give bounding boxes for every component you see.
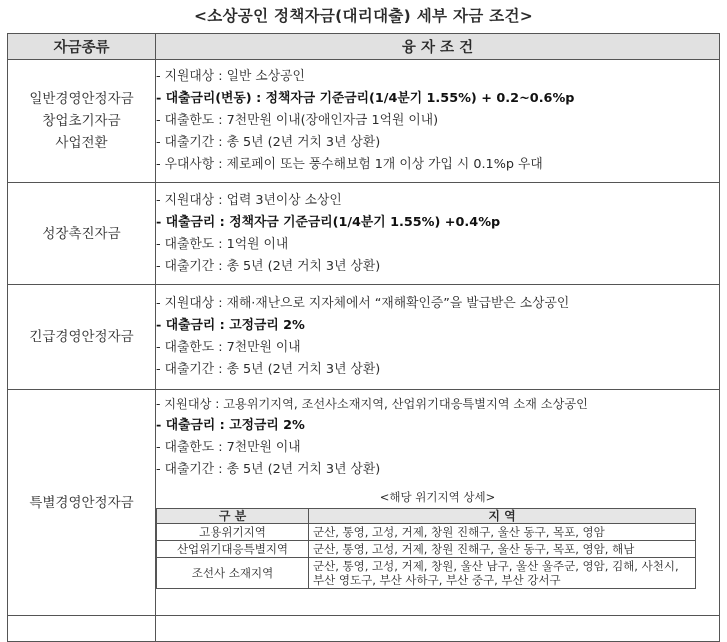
fund-name-line: 일반경영안정자금 — [29, 91, 134, 107]
condition-rate: - 대출금리 : 정책자금 기준금리(1/4분기 1.55%) +0.4%p — [156, 214, 501, 230]
region-areas: 군산, 통영, 고성, 거제, 창원, 울산 남구, 울산 울주군, 영암, 김해, 사천시, 부산 영도구, 부산 사하구, 부산 중구, 부산 강서구 — [309, 558, 696, 589]
fund-name-line: 성장촉진자금 — [42, 225, 121, 242]
fund-name-cell — [8, 285, 156, 390]
fund-name-cell — [8, 390, 156, 616]
condition-preference: - 우대사항 : 제로페이 또는 풍수해보험 1개 이상 가입 시 0.1%p 우대 — [156, 157, 543, 172]
region-areas: 군산, 통영, 고성, 거제, 창원 진해구, 울산 동구, 목포, 영암 — [309, 524, 696, 541]
fund-row-next-partial — [8, 616, 720, 642]
fund-row-emergency — [8, 285, 720, 390]
fund-row-growth — [8, 183, 720, 285]
condition-limit: - 대출한도 : 1억원 이내 — [156, 236, 289, 252]
fund-conditions-cell — [156, 390, 720, 616]
fund-name-line: 긴급경영안정자금 — [29, 329, 134, 345]
region-type: 산업위기대응특별지역 — [157, 541, 309, 558]
document-title: <소상공인 정책자금(대리대출) 세부 자금 조건> — [193, 7, 534, 25]
condition-target: - 지원대상 : 업력 3년이상 소상인 — [156, 192, 342, 208]
fund-name-line: 창업초기자금 — [42, 113, 121, 129]
condition-period: - 대출기간 : 총 5년 (2년 거치 3년 상환) — [156, 462, 381, 477]
condition-limit: - 대출한도 : 7천만원 이내 — [156, 340, 301, 355]
condition-limit: - 대출한도 : 7천만원 이내 — [156, 440, 301, 455]
header-conditions: 융 자 조 건 — [156, 34, 720, 60]
header-fund-type: 자금종류 — [8, 34, 156, 60]
fund-conditions-cell — [156, 616, 720, 642]
condition-period: - 대출기간 : 총 5년 (2년 거치 3년 상환) — [156, 362, 381, 377]
fund-conditions-table — [7, 33, 720, 642]
condition-rate: - 대출금리 : 고정금리 2% — [156, 418, 305, 433]
condition-period: - 대출기간 : 총 5년 (2년 거치 3년 상환) — [156, 258, 381, 274]
fund-name-line: 사업전환 — [55, 135, 108, 151]
table-row — [157, 558, 696, 589]
condition-period: - 대출기간 : 총 5년 (2년 거치 3년 상환) — [156, 135, 381, 150]
condition-target: - 지원대상 : 일반 소상공인 — [156, 69, 305, 84]
fund-conditions-cell — [156, 183, 720, 285]
region-header-type: 구 분 — [157, 509, 309, 524]
region-type: 조선사 소재지역 — [157, 558, 309, 589]
fund-row-special — [8, 390, 720, 616]
fund-conditions-cell — [156, 60, 720, 183]
region-header-areas: 지 역 — [309, 509, 696, 524]
condition-rate: - 대출금리(변동) : 정책자금 기준금리(1/4분기 1.55%) + 0.2~0.6%p — [156, 91, 575, 106]
table-row — [157, 524, 696, 541]
region-header-row — [157, 509, 696, 524]
table-header-row — [8, 34, 720, 60]
crisis-region-table — [156, 508, 696, 589]
fund-name-cell — [8, 183, 156, 285]
fund-row-general — [8, 60, 720, 183]
fund-name-cell — [8, 616, 156, 642]
fund-name-line: 특별경영안정자금 — [29, 494, 134, 511]
condition-target: - 지원대상 : 재해·재난으로 지자체에서 “재해확인증”을 발급받은 소상공인 — [156, 296, 570, 311]
condition-rate: - 대출금리 : 고정금리 2% — [156, 318, 305, 333]
fund-conditions-cell — [156, 285, 720, 390]
condition-limit: - 대출한도 : 7천만원 이내(장애인자금 1억원 이내) — [156, 113, 439, 128]
region-type: 고용위기지역 — [157, 524, 309, 541]
region-areas: 군산, 통영, 고성, 거제, 창원 진해구, 울산 동구, 목포, 영암, 해남 — [309, 541, 696, 558]
condition-target: - 지원대상 : 고용위기지역, 조선사소재지역, 산업위기대응특별지역 소재 소상공인 — [156, 397, 588, 411]
region-detail-title: <해당 위기지역 상세> — [379, 490, 496, 504]
table-row — [157, 541, 696, 558]
fund-name-cell — [8, 60, 156, 183]
